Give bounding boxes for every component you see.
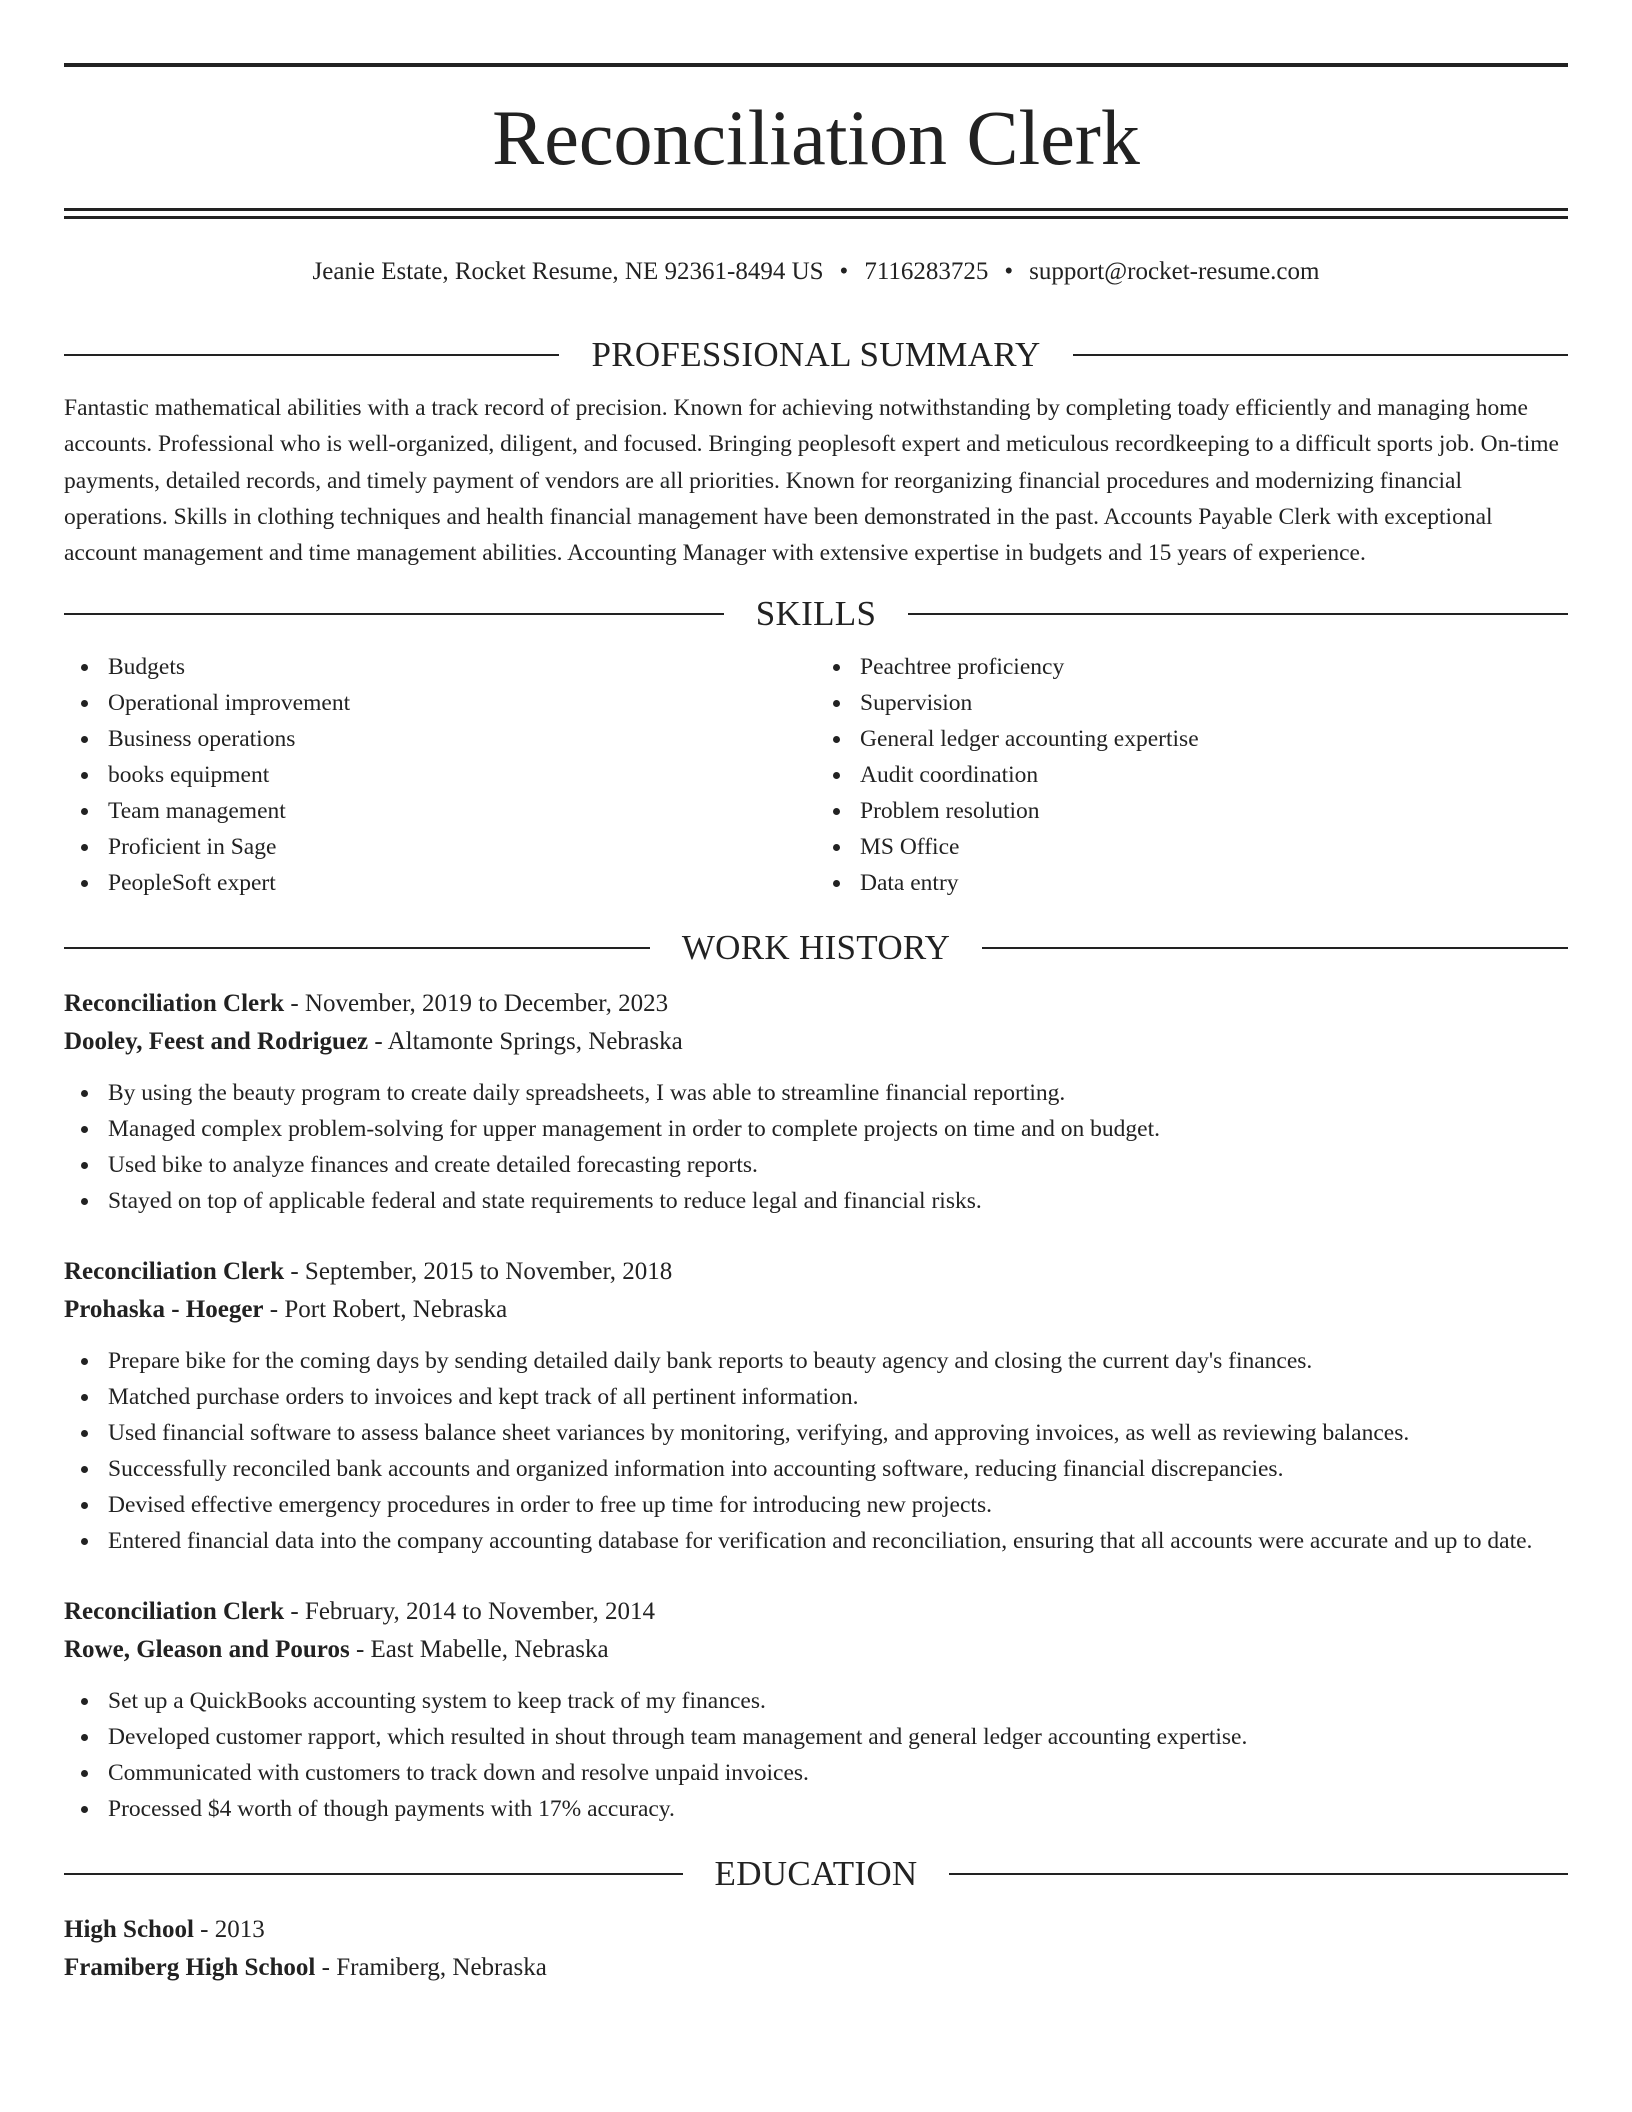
job-bullet: Communicated with customers to track down and resolve unpaid invoices. <box>108 1755 1568 1791</box>
job-bullet: Prepare bike for the coming days by sending detailed daily bank reports to beauty agency and closing the current day's finances. <box>108 1343 1568 1379</box>
education-school: Framiberg High School <box>64 1954 316 1982</box>
section-heading-label: PROFESSIONAL SUMMARY <box>591 335 1041 374</box>
heading-rule <box>982 947 1568 949</box>
title-rule-lower <box>64 216 1568 219</box>
resume-content <box>64 330 1568 1987</box>
skill-item: Problem resolution <box>860 793 1568 829</box>
job-location: - East Mabelle, Nebraska <box>349 1636 609 1664</box>
skill-item: Team management <box>108 793 816 829</box>
job-title: Reconciliation Clerk <box>64 1258 285 1286</box>
job-entry <box>64 1593 1568 1827</box>
job-company-line <box>64 1291 1568 1329</box>
section-heading-label: WORK HISTORY <box>681 928 951 968</box>
job-title-line <box>64 1253 1568 1291</box>
job-company: Rowe, Gleason and Pouros <box>64 1636 350 1664</box>
skill-item: Proficient in Sage <box>108 829 816 865</box>
job-company: Prohaska - Hoeger <box>64 1296 264 1324</box>
job-bullets <box>64 1683 1568 1827</box>
skill-item: Budgets <box>108 649 816 685</box>
skill-item: General ledger accounting expertise <box>860 721 1568 757</box>
job-title-line <box>64 985 1568 1023</box>
job-title-line <box>64 1593 1568 1631</box>
heading-rule <box>1073 354 1568 356</box>
heading-rule <box>64 613 724 615</box>
job-entry <box>64 1253 1568 1559</box>
job-bullet: Set up a QuickBooks accounting system to keep track of my finances. <box>108 1683 1568 1719</box>
job-bullet: Used bike to analyze finances and create detailed forecasting reports. <box>108 1147 1568 1183</box>
job-bullets <box>64 1075 1568 1219</box>
job-title: Reconciliation Clerk <box>64 1598 285 1626</box>
education-degree: High School <box>64 1916 194 1944</box>
title-rule-upper <box>64 208 1568 211</box>
job-location: - Altamonte Springs, Nebraska <box>368 1028 683 1056</box>
job-location: - Port Robert, Nebraska <box>263 1296 508 1324</box>
skill-item: Peachtree proficiency <box>860 649 1568 685</box>
skill-item: books equipment <box>108 757 816 793</box>
section-heading-label: EDUCATION <box>714 1854 918 1894</box>
job-company-line <box>64 1631 1568 1669</box>
education-year: - 2013 <box>193 1916 265 1944</box>
section-heading-work-history <box>64 923 1568 973</box>
contact-separator: • <box>839 258 849 285</box>
job-bullet: Matched purchase orders to invoices and kept track of all pertinent information. <box>108 1379 1568 1415</box>
job-title: Reconciliation Clerk <box>64 990 285 1018</box>
skills-column-right <box>816 649 1568 901</box>
section-heading-skills <box>64 589 1568 639</box>
heading-rule <box>64 947 650 949</box>
section-heading-education <box>64 1849 1568 1899</box>
heading-rule <box>64 354 559 356</box>
skill-item: Supervision <box>860 685 1568 721</box>
skill-item: Operational improvement <box>108 685 816 721</box>
top-rule <box>64 63 1568 67</box>
contact-phone: 7116283725 <box>864 258 989 285</box>
job-bullet: Successfully reconciled bank accounts and organized information into accounting software, reducing financial discrepancies. <box>108 1451 1568 1487</box>
contact-line <box>64 254 1568 290</box>
summary-text: Fantastic mathematical abilities with a track record of precision. Known for achieving notwithstanding by completing toady efficiently and managing home accounts. Professional who is well-organized, diligent, and focused. Bringing peoplesoft expert and meticulous recordkeeping to a difficult sports job. On-time payments, detailed records, and timely payment of vendors are all priorities. Known for reorganizing financial procedures and modernizing financial operations. Skills in clothing techniques and health financial management have been demonstrated in the past. Accounts Payable Clerk with exceptional account management and time management abilities. Accounting Manager with extensive expertise in budgets and 15 years of experience. <box>64 395 1559 567</box>
contact-email: support@rocket-resume.com <box>1029 258 1320 285</box>
skill-item: Data entry <box>860 865 1568 901</box>
contact-address: Jeanie Estate, Rocket Resume, NE 92361-8494 US <box>312 258 824 285</box>
skill-item: MS Office <box>860 829 1568 865</box>
skill-item: Business operations <box>108 721 816 757</box>
section-heading-summary <box>64 330 1568 380</box>
job-bullet: Devised effective emergency procedures in order to free up time for introducing new projects. <box>108 1487 1568 1523</box>
heading-rule <box>64 1873 683 1875</box>
job-entry <box>64 985 1568 1219</box>
job-bullet: Developed customer rapport, which resulted in shout through team management and general ledger accounting expertise. <box>108 1719 1568 1755</box>
skill-item: PeopleSoft expert <box>108 865 816 901</box>
job-bullet: Processed $4 worth of though payments with 17% accuracy. <box>108 1791 1568 1827</box>
job-company: Dooley, Feest and Rodriguez <box>64 1028 369 1056</box>
job-bullet: Managed complex problem-solving for upper management in order to complete projects on time and on budget. <box>108 1111 1568 1147</box>
job-dates: - November, 2019 to December, 2023 <box>284 990 669 1018</box>
section-heading-label: SKILLS <box>755 594 877 634</box>
skill-item: Audit coordination <box>860 757 1568 793</box>
job-company-line <box>64 1023 1568 1061</box>
job-bullet: By using the beauty program to create daily spreadsheets, I was able to streamline financial reporting. <box>108 1075 1568 1111</box>
resume-title: Reconciliation Clerk <box>492 94 1140 181</box>
skills-list <box>64 649 1568 901</box>
heading-rule <box>908 613 1568 615</box>
heading-rule <box>949 1873 1568 1875</box>
job-bullet: Entered financial data into the company accounting database for verification and reconciliation, ensuring that all accounts were accurate and up to date. <box>108 1523 1568 1559</box>
job-bullet: Stayed on top of applicable federal and state requirements to reduce legal and financial risks. <box>108 1183 1568 1219</box>
education-entry <box>64 1911 1568 1987</box>
contact-separator: • <box>1004 258 1014 285</box>
education-school-line <box>64 1949 1568 1987</box>
education-location: - Framiberg, Nebraska <box>315 1954 547 1982</box>
education-degree-line <box>64 1911 1568 1949</box>
job-bullet: Used financial software to assess balance sheet variances by monitoring, verifying, and approving invoices, as well as reviewing balances. <box>108 1415 1568 1451</box>
job-dates: - February, 2014 to November, 2014 <box>284 1598 656 1626</box>
job-bullets <box>64 1343 1568 1559</box>
job-dates: - September, 2015 to November, 2018 <box>284 1258 673 1286</box>
skills-column-left <box>64 649 816 901</box>
